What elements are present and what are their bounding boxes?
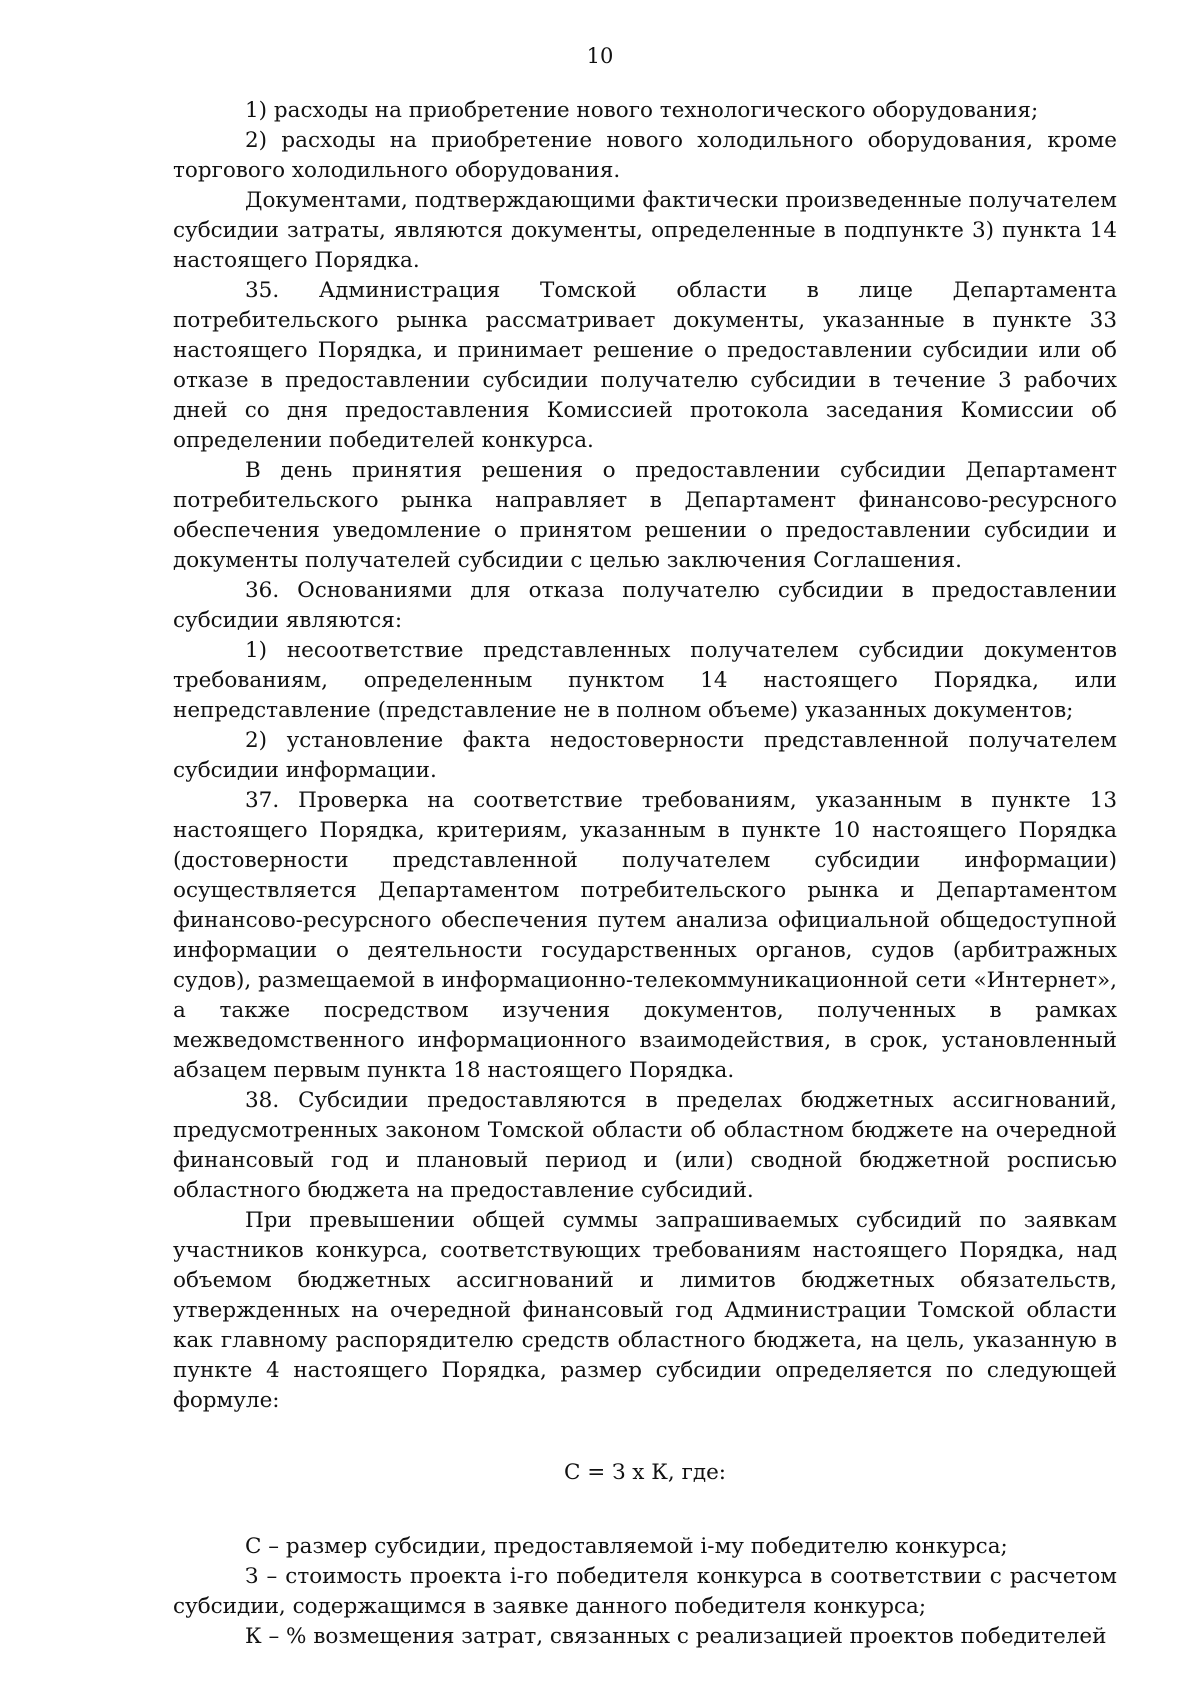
paragraph-clause-35: 35. Администрация Томской области в лице Департамента потребительского рынка рассматривает документы, указанные в пункте 33 настоящего Порядка, и принимает решение о предоставлении субсидии или об отказе в предоставлении субсидии получателю субсидии в течение 3 рабочих дней со дня предоставления Комиссией протокола заседания Комиссии об определении победителей конкурса. [173, 278, 1117, 453]
paragraph-clause-38: 38. Субсидии предоставляются в пределах бюджетных ассигнований, предусмотренных законом Томской области об областном бюджете на очередной финансовый год и плановый период и (или) сводной бюджетной росписью областного бюджета на предоставление субсидий. [173, 1088, 1117, 1203]
paragraph-supporting-documents: Документами, подтверждающими фактически произведенные получателем субсидии затраты, являются документы, определенные в подпункте 3) пункта 14 настоящего Порядка. [173, 188, 1117, 273]
paragraph-expense-2: 2) расходы на приобретение нового холодильного оборудования, кроме торгового холодильного оборудования. [173, 128, 1117, 183]
paragraph-expense-1: 1) расходы на приобретение нового технологического оборудования; [245, 98, 1039, 123]
paragraph-excess-rule: При превышении общей суммы запрашиваемых субсидий по заявкам участников конкурса, соответствующих требованиям настоящего Порядка, над объемом бюджетных ассигнований и лимитов бюджетных обязательств, утвержденных на очередной финансовый год Администрации Томской области как главному распорядителю средств областного бюджета, на цель, указанную в пункте 4 настоящего Порядка, размер субсидии определяется по следующей формуле: [173, 1208, 1117, 1413]
document-body [173, 96, 1117, 1652]
page-number: 10 [586, 44, 614, 68]
paragraph-refusal-ground-1: 1) несоответствие представленных получателем субсидии документов требованиям, определенным пунктом 14 настоящего Порядка, или непредставление (представление не в полном объеме) указанных документов; [173, 638, 1117, 723]
paragraph-definition-c: С – размер субсидии, предоставляемой i-му победителю конкурса; [245, 1534, 1008, 1559]
paragraph-definition-k: К – % возмещения затрат, связанных с реализацией проектов победителей [245, 1624, 1107, 1649]
paragraph-refusal-ground-2: 2) установление факта недостоверности представленной получателем субсидии информации. [173, 728, 1117, 783]
paragraph-clause-37: 37. Проверка на соответствие требованиям, указанным в пункте 13 настоящего Порядка, критериям, указанным в пункте 10 настоящего Порядка (достоверности представленной получателем субсидии информации) осуществляется Департаментом потребительского рынка и Департаментом финансово-ресурсного обеспечения путем анализа официальной общедоступной информации о деятельности государственных органов, судов (арбитражных судов), размещаемой в информационно-телекоммуникационной сети «Интернет», а также посредством изучения документов, полученных в рамках межведомственного информационного взаимодействия, в срок, установленный абзацем первым пункта 18 настоящего Порядка. [173, 788, 1117, 1083]
formula: С = З х К, где: [563, 1460, 727, 1485]
paragraph-definition-z: З – стоимость проекта i-го победителя конкурса в соответствии с расчетом субсидии, содержащимся в заявке данного победителя конкурса; [173, 1564, 1117, 1619]
paragraph-clause-36: 36. Основаниями для отказа получателю субсидии в предоставлении субсидии являются: [173, 578, 1117, 633]
paragraph-decision-notice: В день принятия решения о предоставлении субсидии Департамент потребительского рынка направляет в Департамент финансово-ресурсного обеспечения уведомление о принятом решении о предоставлении субсидии и документы получателей субсидии с целью заключения Соглашения. [173, 458, 1117, 573]
